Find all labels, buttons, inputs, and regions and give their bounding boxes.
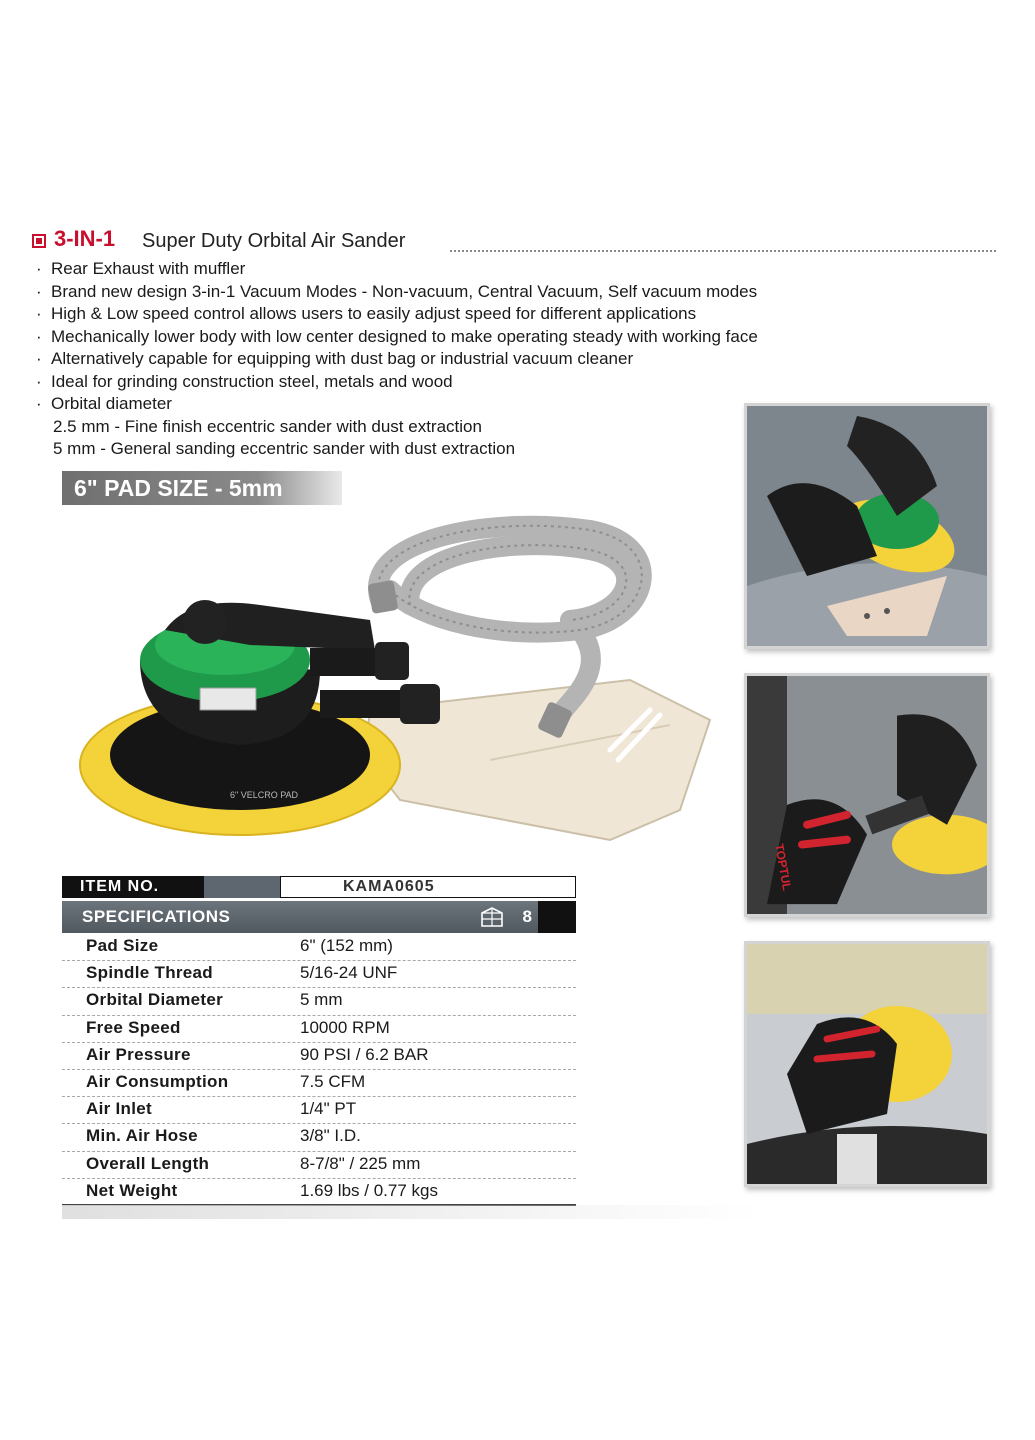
bullet-dot: ·	[36, 326, 42, 346]
bullet-dot: ·	[36, 304, 42, 323]
orbital-sander-illustration	[70, 510, 720, 850]
glove-brand-text: TOPTUL	[772, 842, 795, 892]
spec-name: Free Speed	[86, 1017, 181, 1037]
spec-value: 10000 RPM	[300, 1017, 390, 1037]
spec-row	[62, 934, 576, 961]
gloves-photo-illustration	[747, 676, 987, 914]
bullet-dot: ·	[36, 259, 42, 278]
spec-name: Net Weight	[86, 1180, 178, 1200]
pad-print-text: 6" VELCRO PAD	[230, 790, 299, 800]
feature-text: Ideal for grinding construction steel, metals and wood	[51, 371, 453, 391]
spec-value: 7.5 CFM	[300, 1071, 366, 1091]
spec-name: Spindle Thread	[86, 963, 213, 983]
spec-row	[62, 1097, 576, 1124]
spec-row	[62, 1179, 576, 1206]
spec-value: 8-7/8" / 225 mm	[300, 1153, 421, 1173]
spec-name: Air Consumption	[86, 1071, 229, 1091]
feature-text: Brand new design 3-in-1 Vacuum Modes - Non-vacuum, Central Vacuum, Self vacuum modes	[51, 281, 758, 301]
spec-name: Pad Size	[86, 936, 159, 955]
feature-text: Alternatively capable for equipping with dust bag or industrial vacuum cleaner	[51, 349, 634, 368]
bullet-dot: ·	[36, 394, 42, 413]
page-title: Super Duty Orbital Air Sander	[142, 230, 406, 252]
usage-photo-2	[744, 673, 990, 917]
spec-row	[62, 1043, 576, 1070]
spec-row	[62, 1016, 576, 1043]
bullet-dot: ·	[36, 349, 42, 368]
feature-item	[36, 371, 936, 394]
item-number-bar	[62, 876, 576, 898]
spec-value: 1.69 lbs / 0.77 kgs	[300, 1180, 438, 1200]
spec-value: 6" (152 mm)	[300, 936, 393, 955]
item-number-separator	[204, 876, 280, 898]
feature-text: High & Low speed control allows users to easily adjust speed for different applications	[51, 304, 697, 323]
bullet-dot: ·	[36, 371, 42, 391]
specifications-header	[62, 901, 576, 933]
item-number-value: KAMA0605	[280, 876, 576, 898]
carton-box-icon	[480, 906, 504, 928]
carton-quantity: 8	[522, 907, 532, 926]
spec-name: Air Inlet	[86, 1099, 152, 1119]
specifications-table	[62, 934, 576, 1206]
header-brand: 3-IN-1	[54, 226, 116, 251]
feature-text: Orbital diameter	[51, 394, 172, 413]
spec-name: Air Pressure	[86, 1044, 191, 1064]
specifications-title: SPECIFICATIONS	[82, 907, 231, 926]
spec-name: Overall Length	[86, 1153, 210, 1173]
spec-row	[62, 961, 576, 988]
square-bullet-icon	[32, 234, 46, 248]
spec-row	[62, 1070, 576, 1097]
spec-value: 5 mm	[300, 990, 343, 1010]
item-number-label: ITEM NO.	[62, 876, 204, 898]
spec-row	[62, 988, 576, 1015]
pad-size-banner: 6" PAD SIZE - 5mm	[62, 471, 342, 505]
feature-text: 2.5 mm - Fine finish eccentric sander with dust extraction	[53, 416, 482, 436]
car-body-photo-illustration	[747, 944, 987, 1184]
spec-value: 5/16-24 UNF	[300, 963, 398, 983]
usage-photo-1	[744, 403, 990, 649]
spec-name: Orbital Diameter	[86, 990, 224, 1010]
spec-row	[62, 1124, 576, 1151]
spec-value: 3/8" I.D.	[300, 1126, 361, 1146]
feature-item	[36, 258, 936, 281]
bullet-dot: ·	[36, 281, 42, 301]
spec-value: 1/4" PT	[300, 1099, 357, 1119]
feature-text: Mechanically lower body with low center designed to make operating steady with working face	[51, 326, 758, 346]
sanding-photo-illustration	[747, 406, 987, 646]
specifications-header-endcap	[538, 901, 576, 933]
usage-photo-3	[744, 941, 990, 1187]
feature-item	[36, 303, 936, 326]
feature-item	[36, 281, 936, 304]
product-image	[70, 510, 720, 850]
bottom-shadow	[62, 1205, 762, 1219]
page-header	[30, 226, 996, 254]
dotted-divider	[450, 250, 996, 252]
feature-text: Rear Exhaust with muffler	[51, 259, 246, 278]
spec-name: Min. Air Hose	[86, 1126, 198, 1146]
feature-item	[36, 326, 936, 349]
spec-row	[62, 1152, 576, 1179]
feature-item	[36, 348, 936, 371]
feature-text: 5 mm - General sanding eccentric sander with dust extraction	[53, 439, 516, 458]
spec-value: 90 PSI / 6.2 BAR	[300, 1044, 429, 1064]
